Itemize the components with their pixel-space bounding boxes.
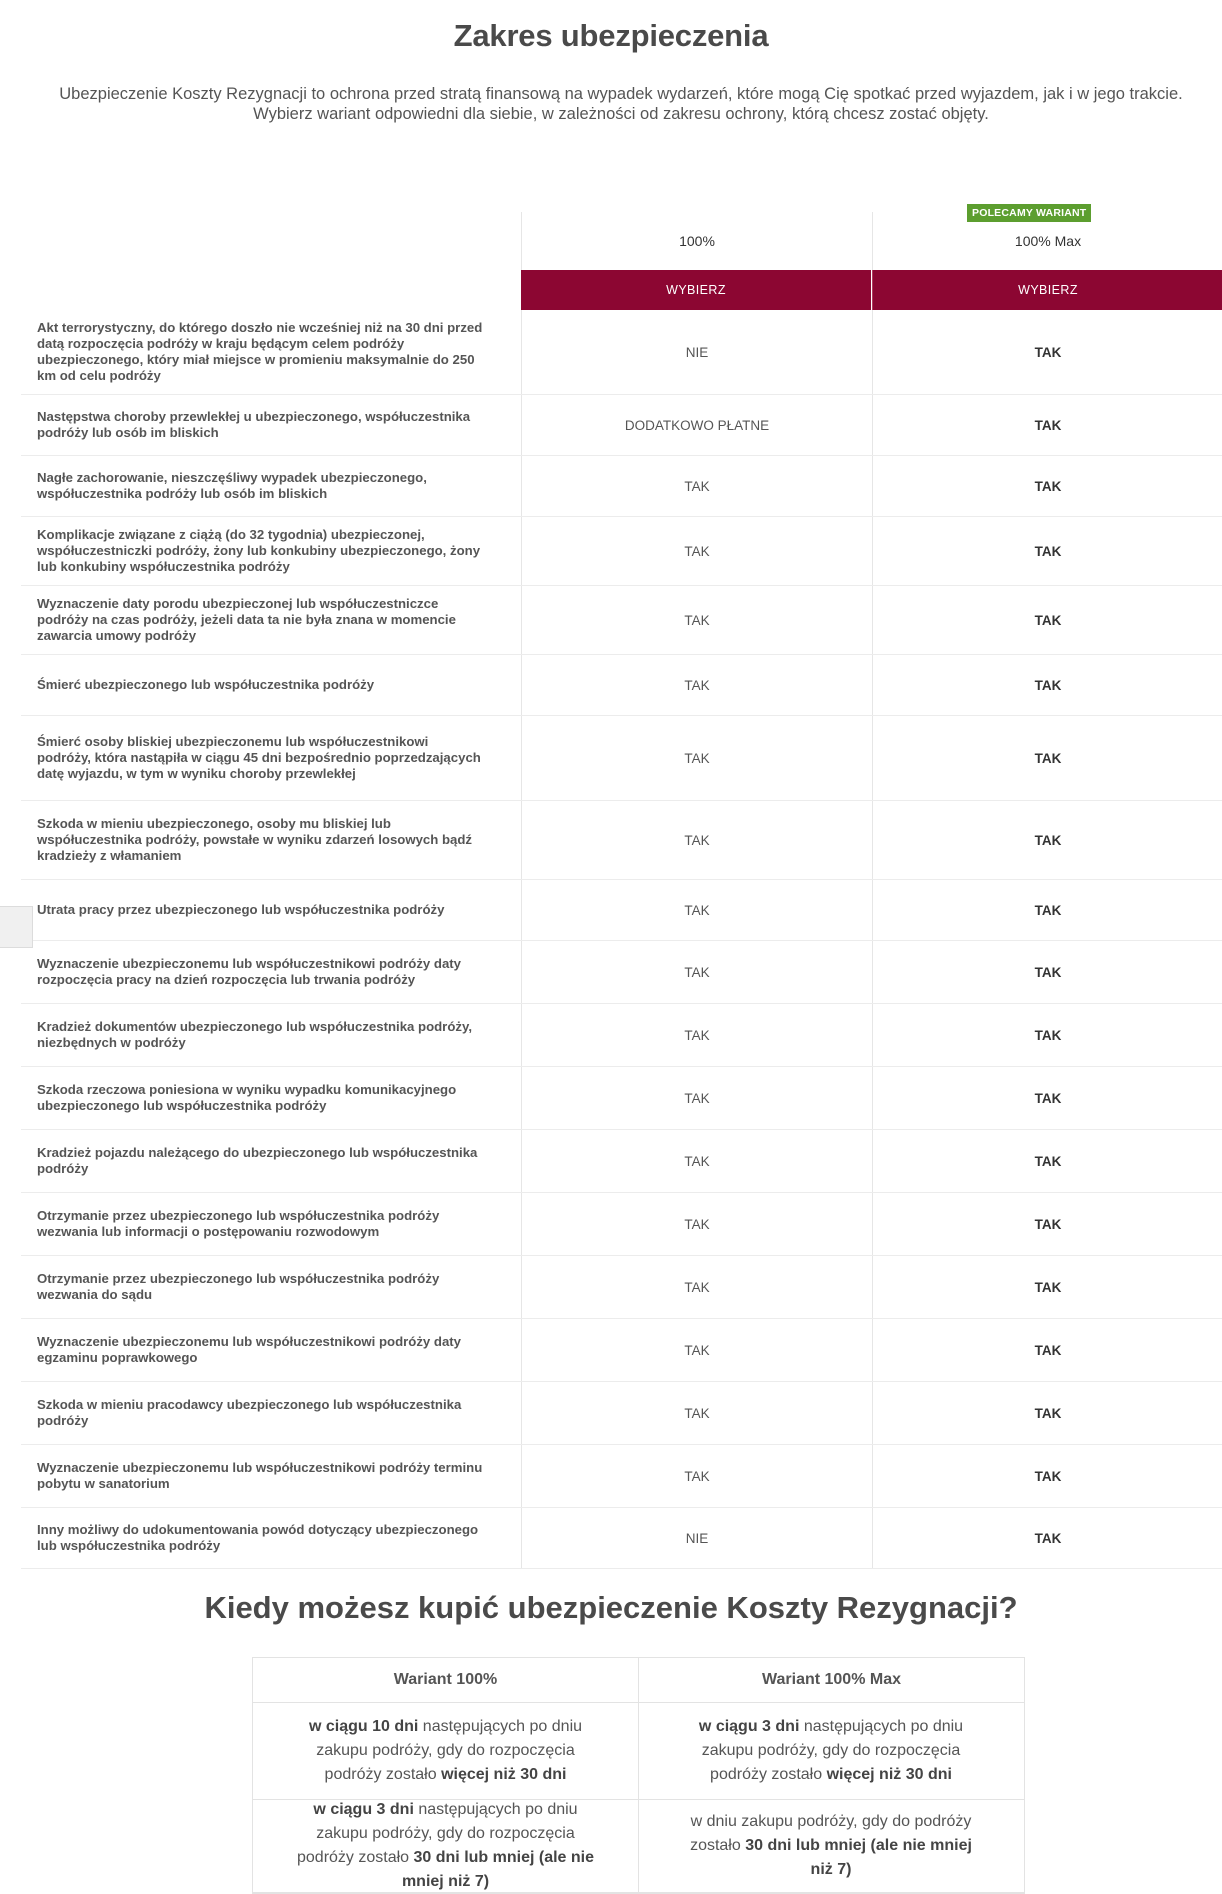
coverage-row [21,1067,1222,1130]
coverage-value-100-max: TAK [872,941,1222,1003]
coverage-label: Inny możliwy do udokumentowania powód dotyczący ubezpieczonego lub współuczestnika podróży [37,1522,479,1553]
coverage-label: Nagłe zachorowanie, nieszczęśliwy wypadek ubezpieczonego, współuczestnika podróży lub osób im bliskich [37,470,427,501]
coverage-row [21,456,1222,517]
coverage-value-100-max: TAK [872,1382,1222,1444]
variant-name-100-max: 100% Max [872,212,1222,270]
purchase-timing-text [291,1715,600,1787]
coverage-value-100-max: TAK [872,586,1222,654]
coverage-rows [21,310,1222,1569]
page-title: Zakres ubezpieczenia [453,18,769,53]
coverage-comparison-table [21,212,1222,1569]
purchase-timing-emphasis: 30 dni lub mniej (ale nie mniej niż 7) [745,1837,972,1878]
coverage-value-100-max: TAK [872,1067,1222,1129]
coverage-value-100: NIE [521,310,872,394]
coverage-value-100: TAK [521,1130,872,1192]
coverage-label: Akt terrorystyczny, do którego doszło nie wcześniej niż na 30 dni przed datą rozpoczęcia podróży w kraju będącym celem podróży ubezpieczonego, który miał miejsce w promieniu maksymalnie do 250 km od celu podróży [37,320,483,383]
coverage-row [21,1193,1222,1256]
coverage-value-100-max: TAK [872,1508,1222,1568]
purchase-timing-emphasis: więcej niż 30 dni [441,1766,567,1783]
coverage-value-100-max: TAK [872,310,1222,394]
purchase-timing-100 [253,1800,638,1892]
purchase-timing-100 [253,1703,638,1799]
coverage-value-100: TAK [521,1067,872,1129]
recommended-badge: POLECAMY WARIANT [967,204,1091,222]
coverage-value-100-max: TAK [872,456,1222,516]
coverage-value-100-max: TAK [872,716,1222,800]
coverage-label: Śmierć osoby bliskiej ubezpieczonemu lub współuczestnikowi podróży, która nastąpiła w ciągu 45 dni bezpośrednio poprzedzających datę wyjazdu, w tym w wyniku choroby przewlekłej [37,734,481,781]
coverage-value-100-max: TAK [872,1256,1222,1318]
purchase-timing-body: następujących po dniu zakupu podróży, gdy do rozpoczęcia podróży zostało [316,1718,583,1783]
purchase-timing-emphasis: 30 dni lub mniej (ale nie mniej niż 7) [401,1849,594,1890]
variant-button-row [21,270,1222,310]
coverage-row [21,1382,1222,1445]
purchase-timing-rows [253,1703,1024,1893]
coverage-value-100: TAK [521,456,872,516]
coverage-value-100-max: TAK [872,1004,1222,1066]
purchase-timing-body: następujących po dniu zakupu podróży, gdy do rozpoczęcia podróży zostało [701,1718,964,1783]
coverage-label: Wyznaczenie ubezpieczonemu lub współuczestnikowi podróży terminu pobytu w sanatorium [37,1460,483,1491]
purchase-timing-text [677,1810,985,1882]
purchase-timing-100-max [638,1703,1023,1799]
coverage-label: Komplikacje związane z ciążą (do 32 tygodnia) ubezpieczonej, współuczestniczki podróży, żony lub konkubiny ubezpieczonego, żony lub konkubiny współuczestnika podróży [37,527,481,574]
coverage-row [21,801,1222,880]
coverage-row [21,1130,1222,1193]
purchase-timing-row [253,1703,1024,1800]
coverage-label: Szkoda w mieniu pracodawcy ubezpieczonego lub współuczestnika podróży [37,1397,462,1428]
select-variant-100-button[interactable]: WYBIERZ [521,270,871,310]
coverage-label: Śmierć ubezpieczonego lub współuczestnika podróży [37,677,375,692]
purchase-timing-emphasis: w ciągu 3 dni [313,1801,414,1818]
buy-section-title: Kiedy możesz kupić ubezpieczenie Koszty Rezygnacji? [204,1590,1018,1625]
side-scroll-tab[interactable] [0,906,33,948]
coverage-label: Wyznaczenie ubezpieczonemu lub współuczestnikowi podróży daty rozpoczęcia pracy na dzień rozpoczęcia lub trwania podróży [37,956,462,987]
coverage-row [21,586,1222,655]
coverage-row [21,1319,1222,1382]
coverage-label: Kradzież dokumentów ubezpieczonego lub współuczestnika podróży, niezbędnych w podróży [37,1019,472,1050]
coverage-value-100: TAK [521,1193,872,1255]
coverage-row [21,310,1222,395]
coverage-value-100: TAK [521,941,872,1003]
coverage-row [21,1256,1222,1319]
coverage-value-100: TAK [521,655,872,715]
coverage-label: Otrzymanie przez ubezpieczonego lub współuczestnika podróży wezwania do sądu [37,1271,440,1302]
coverage-value-100: TAK [521,586,872,654]
coverage-label: Szkoda w mieniu ubezpieczonego, osoby mu bliskiej lub współuczestnika podróży, powstałe w wyniku zdarzeń losowych bądź kradzieży z włamaniem [37,816,473,863]
coverage-value-100-max: TAK [872,655,1222,715]
coverage-label: Wyznaczenie ubezpieczonemu lub współuczestnikowi podróży daty egzaminu poprawkowego [37,1334,462,1365]
coverage-label: Szkoda rzeczowa poniesiona w wyniku wypadku komunikacyjnego ubezpieczonego lub współuczestnika podróży [37,1082,457,1113]
purchase-timing-emphasis: w ciągu 3 dni [698,1718,800,1735]
coverage-row [21,880,1222,941]
coverage-value-100-max: TAK [872,1445,1222,1507]
coverage-label: Utrata pracy przez ubezpieczonego lub współuczestnika podróży [37,902,445,917]
purchase-timing-text [677,1715,985,1787]
purchase-timing-text [291,1798,600,1894]
variant-header-row [21,212,1222,270]
intro-text: Ubezpieczenie Koszty Rezygnacji to ochrona przed stratą finansową na wypadek wydarzeń, które mogą Cię spotkać przed wyjazdem, jak i w jego trakcie. Wybierz wariant odpowiedni dla siebie, w zależności od zakresu ochrony, którą chcesz zostać objęty. [59,85,1183,123]
purchase-timing-emphasis: więcej niż 30 dni [826,1766,952,1783]
purchase-timing-body: następujących po dniu zakupu podróży, gdy do rozpoczęcia podróży zostało [297,1801,578,1866]
coverage-value-100: TAK [521,1382,872,1444]
coverage-value-100-max: TAK [872,1193,1222,1255]
purchase-timing-table [252,1657,1025,1894]
variant-name-100: 100% [521,212,872,270]
coverage-row [21,655,1222,716]
coverage-row [21,517,1222,586]
purchase-timing-emphasis: w ciągu 10 dni [308,1718,419,1735]
coverage-label: Następstwa choroby przewlekłej u ubezpieczonego, współuczestnika podróży lub osób im bliskich [37,409,471,440]
coverage-value-100: TAK [521,880,872,940]
coverage-value-100: TAK [521,716,872,800]
coverage-value-100: TAK [521,1445,872,1507]
coverage-label: Kradzież pojazdu należącego do ubezpieczonego lub współuczestnika podróży [37,1145,478,1176]
coverage-value-100: TAK [521,801,872,879]
purchase-timing-header [253,1658,1024,1703]
purchase-timing-row [253,1800,1024,1893]
coverage-row [21,941,1222,1004]
coverage-label: Otrzymanie przez ubezpieczonego lub współuczestnika podróży wezwania lub informacji o postępowaniu rozwodowym [37,1208,440,1239]
coverage-value-100: TAK [521,1319,872,1381]
coverage-row [21,1445,1222,1508]
coverage-row [21,395,1222,456]
coverage-value-100-max: TAK [872,1319,1222,1381]
purchase-timing-100-max [638,1800,1023,1892]
coverage-value-100-max: TAK [872,1130,1222,1192]
coverage-row [21,716,1222,801]
coverage-value-100: TAK [521,517,872,585]
coverage-value-100-max: TAK [872,517,1222,585]
select-variant-100-max-button[interactable]: WYBIERZ [872,270,1222,310]
purchase-timing-body: w dniu zakupu podróży, gdy do podróży zostało [690,1813,972,1854]
coverage-label: Wyznaczenie daty porodu ubezpieczonej lub współuczestniczce podróży na czas podróży, jeżeli data ta nie była znana w momencie zawarcia umowy podróży [37,596,456,643]
coverage-value-100: TAK [521,1004,872,1066]
purchase-header-100-max: Wariant 100% Max [638,1658,1024,1702]
coverage-row [21,1004,1222,1067]
purchase-header-100: Wariant 100% [393,1671,498,1688]
coverage-value-100-max: TAK [872,395,1222,455]
coverage-value-100-max: TAK [872,880,1222,940]
coverage-value-100: TAK [521,1256,872,1318]
coverage-value-100-max: TAK [872,801,1222,879]
coverage-value-100: NIE [521,1508,872,1568]
coverage-value-100: DODATKOWO PŁATNE [521,395,872,455]
coverage-row [21,1508,1222,1569]
